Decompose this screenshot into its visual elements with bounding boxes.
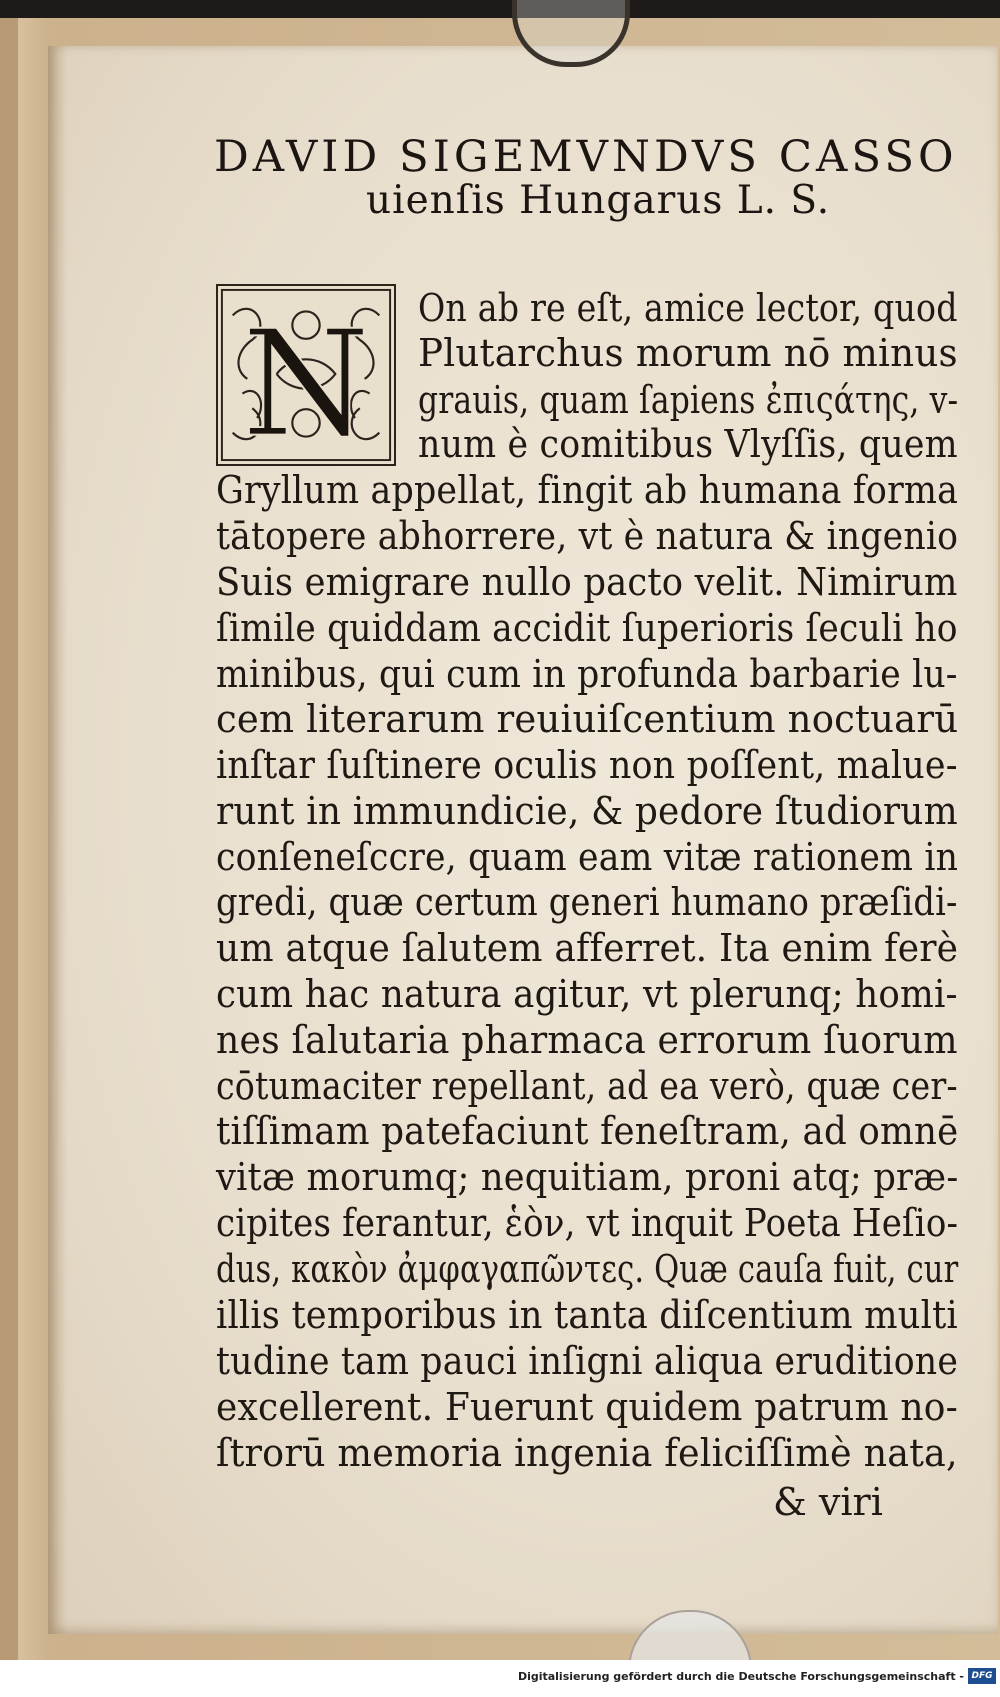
text-line: excellerent. Fuerunt quidem patrum no- — [216, 1385, 958, 1429]
ornament-initial-icon — [218, 286, 394, 464]
dfg-logo-icon: DFG — [968, 1668, 996, 1684]
catchword: & viri — [773, 1480, 883, 1524]
text-line: Gryllum appellat, fingit ab humana forma — [216, 468, 959, 512]
text-line: num è comitibus Vlyſſis, quem — [418, 422, 958, 466]
text-line: cipites ferantur, ἑὸν, vt inquit Poeta Heſio- — [216, 1201, 959, 1245]
digitization-footer — [0, 1660, 1000, 1697]
text-line: Suis emigrare nullo pacto velit. Nimirum — [216, 560, 958, 604]
book-spine-edge — [0, 18, 18, 1660]
text-line: ſtrorū memoria ingenia feliciſſimè nata, — [216, 1431, 958, 1475]
text-line: tātopere abhorrere, vt è natura & ingenio — [216, 514, 959, 558]
text-line: ſimile quiddam accidit ſuperioris ſeculi ho — [216, 606, 958, 650]
text-line: gredi, quæ certum generi humano præſidi- — [216, 880, 958, 924]
decorated-initial-letter — [216, 284, 396, 466]
text-line: grauis, quam ſapiens ἐπιςάτης, v- — [418, 378, 959, 422]
text-line: cōtumaciter repellant, ad ea verò, quæ cer- — [216, 1064, 958, 1108]
text-line: Plutarchus morum nō minus — [418, 331, 958, 375]
text-line: cem literarum reuiuiſcentium noctuarū — [216, 697, 959, 741]
text-line: nes ſalutaria pharmaca errorum ſuorum — [216, 1018, 958, 1062]
page-gutter-shadow — [48, 46, 68, 1634]
text-line: inſtar ſuſtinere oculis non poſſent, malue- — [216, 743, 958, 787]
text-line: minibus, qui cum in profunda barbarie lu- — [216, 652, 958, 696]
text-line: tudine tam pauci inſigni aliqua eruditione — [216, 1339, 959, 1383]
text-line: dus, κακὸν ἀμφαγαπῶντες. Quæ cauſa fuit, cur — [216, 1247, 959, 1291]
text-line: tiſſimam patefaciunt feneſtram, ad omnē — [216, 1109, 959, 1153]
text-line: conſeneſccre, quam eam vitæ rationem in — [216, 835, 959, 879]
text-line: runt in immundicie, & pedore ſtudiorum — [216, 789, 958, 833]
text-line: um atque ſalutem afferret. Ita enim ferè — [216, 926, 959, 970]
text-line: cum hac natura agitur, vt plerunq; homi- — [216, 972, 958, 1016]
initial-letter-glyph: N — [241, 298, 371, 464]
text-line: On ab re eſt, amice lector, quod — [418, 286, 958, 330]
text-line: vitæ morumq; nequitiam, proni atq; præ- — [216, 1155, 959, 1199]
text-line: illis temporibus in tanta diſcentium multi — [216, 1293, 958, 1337]
footer-credit: Digitalisierung gefördert durch die Deutsche Forschungsgemeinschaft - — [517, 1670, 964, 1683]
page-subheading: uienſis Hungarus L. S. — [366, 178, 831, 223]
page-heading: DAVID SIGEMVNDVS CASSO — [214, 132, 958, 182]
